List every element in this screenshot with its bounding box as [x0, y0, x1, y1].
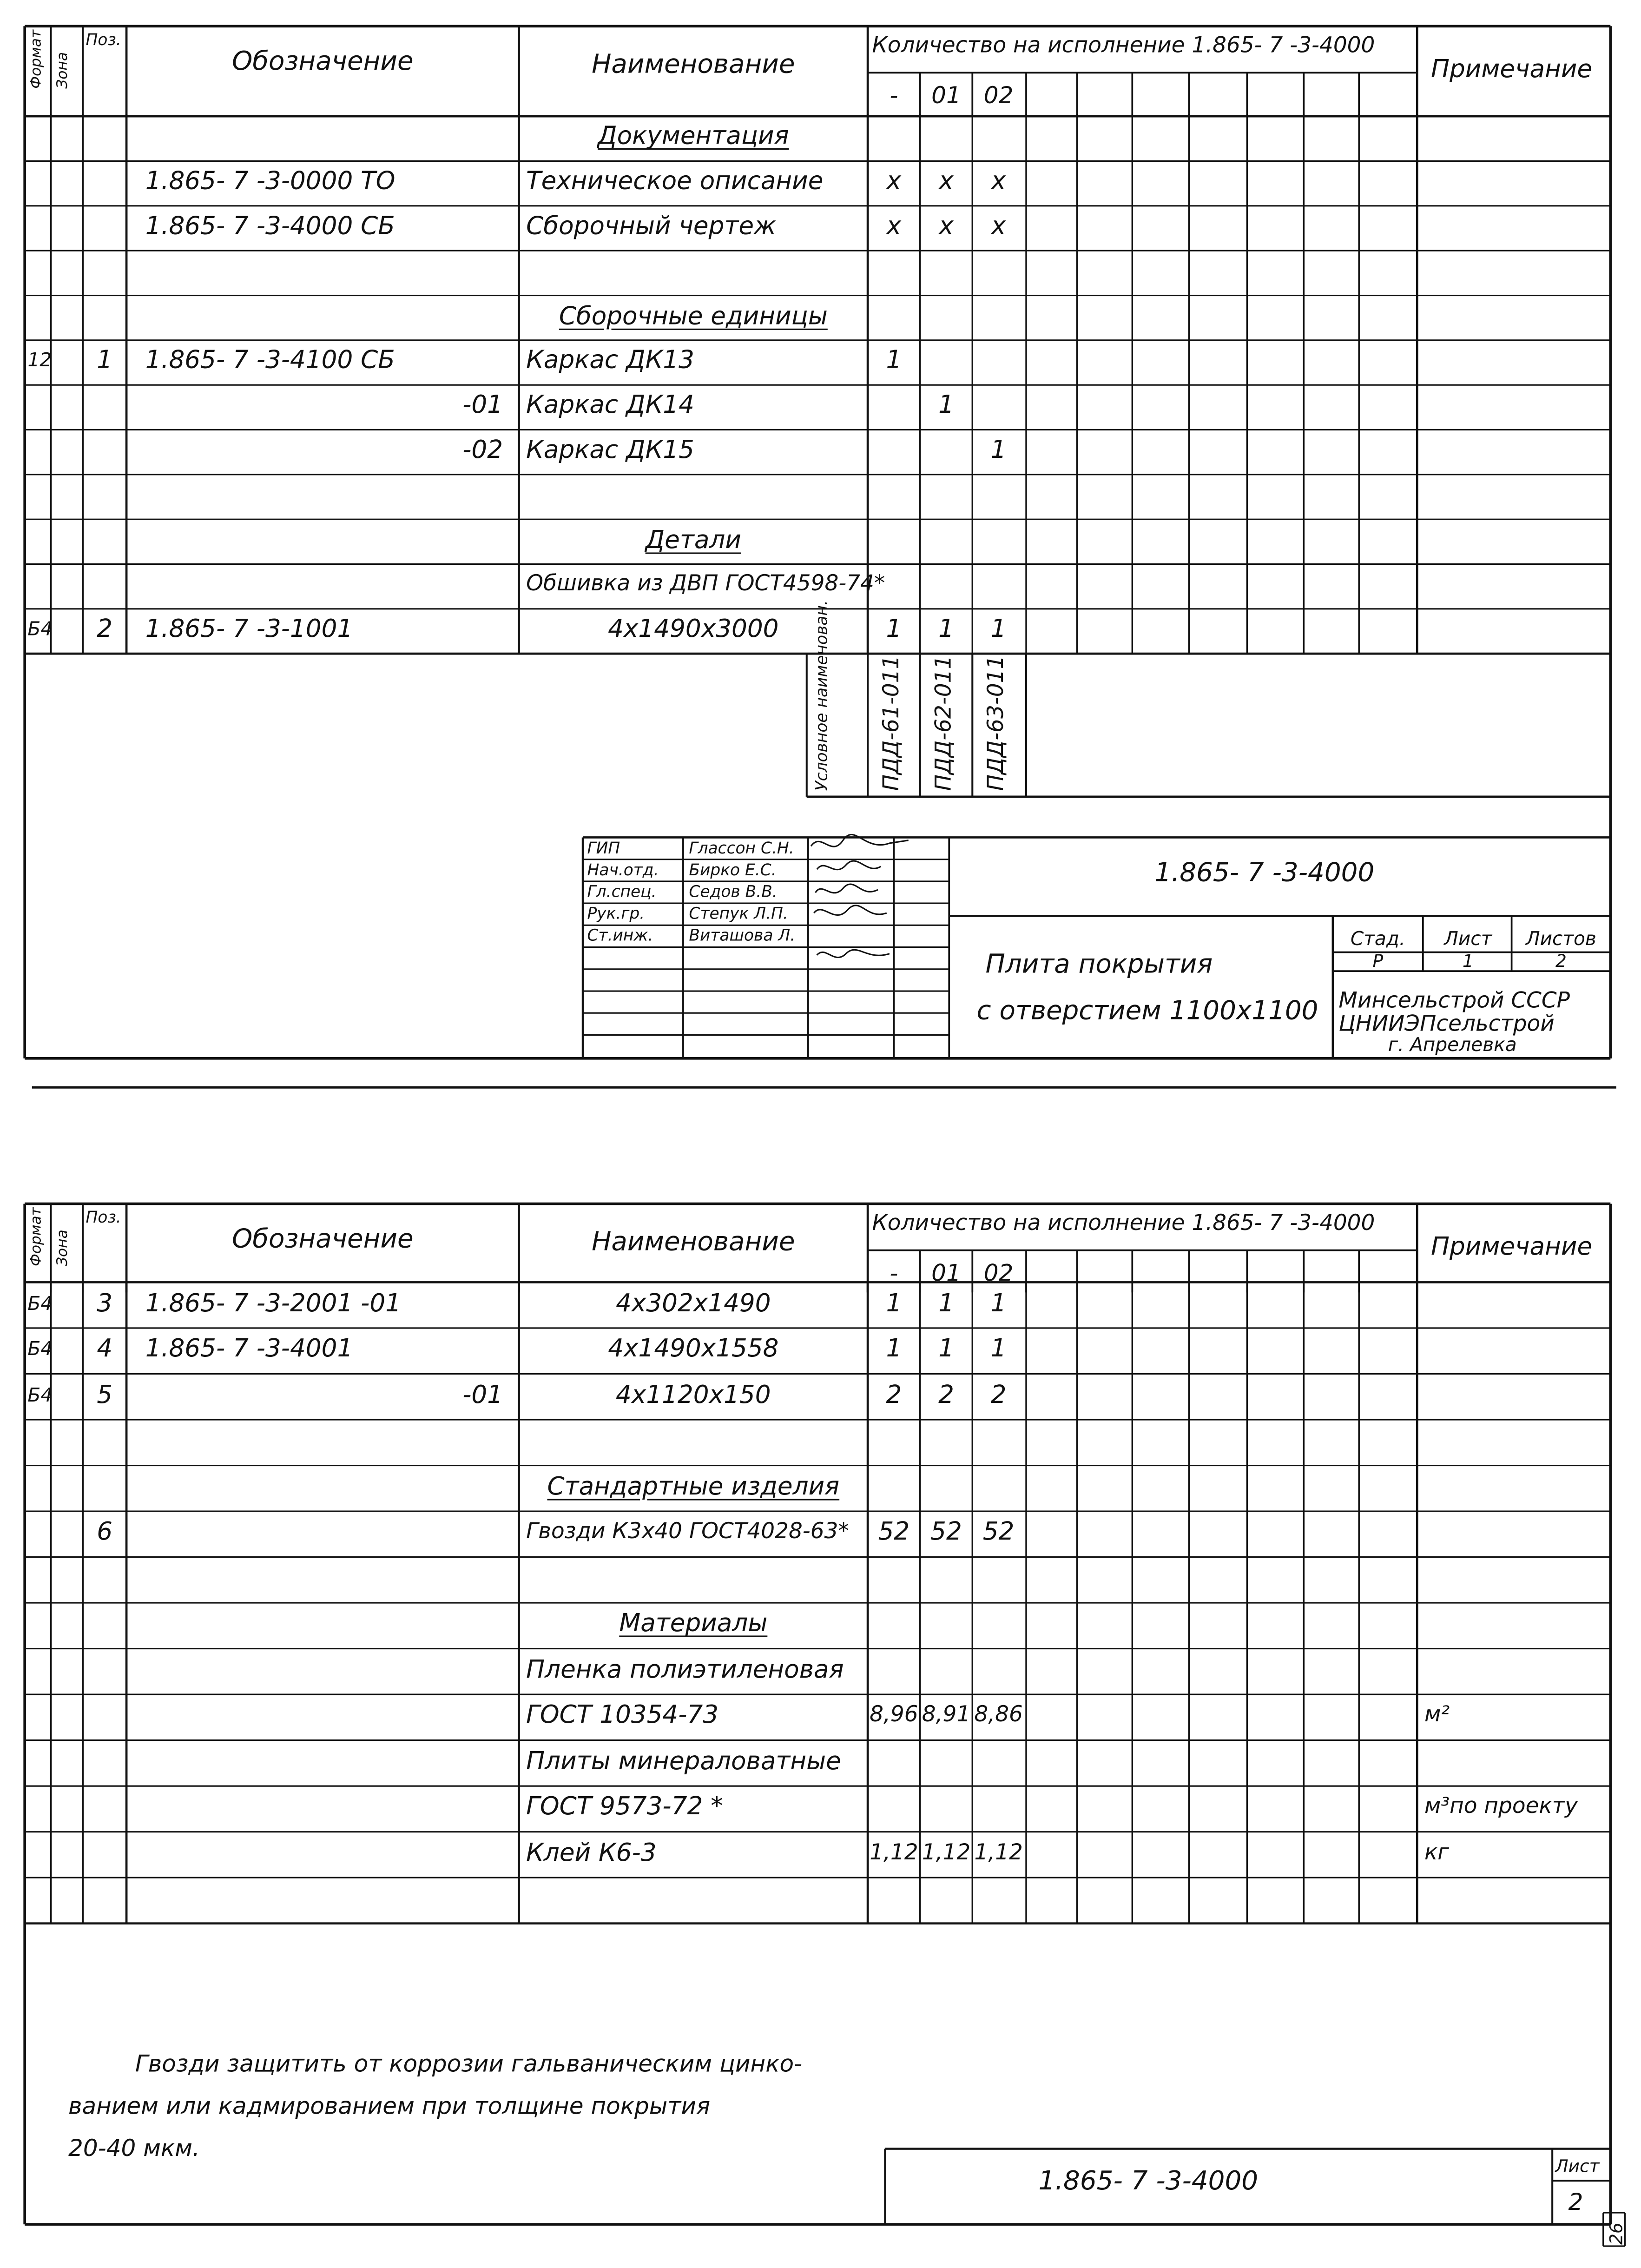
note-line: Гвозди защитить от коррозии гальваническим цинко-: [135, 2050, 803, 2078]
row-name: 4x1490x3000: [608, 615, 779, 645]
row-name: Каркас ДК15: [526, 436, 695, 465]
row-name: 4x1120x150: [616, 1381, 771, 1410]
drawing-code: 1.865- 7 -3-4000: [1154, 858, 1375, 888]
row-qty: x: [991, 212, 1006, 242]
row-qty: 1: [938, 1335, 954, 1364]
row-qty: 52: [930, 1518, 962, 1547]
row-name: Плиты минераловатные: [526, 1747, 841, 1777]
qty-col-01: 01: [931, 81, 961, 109]
section-heading: Стандартные изделия: [547, 1472, 840, 1501]
row-name: 4x302x1490: [616, 1289, 771, 1318]
row-qty: 8,96: [870, 1701, 918, 1728]
cond-label: Условное наименован.: [812, 600, 831, 791]
header-format: Формат: [29, 29, 45, 89]
row-format: Б4: [27, 1293, 53, 1316]
row-designation: 1.865- 7 -3-2001 -01: [145, 1289, 402, 1318]
row-position: 2: [97, 615, 113, 645]
header-qty-title: Количество на исполнение 1.865- 7 -3-4000: [872, 1210, 1375, 1236]
sheets-value: 2: [1555, 951, 1567, 972]
row-designation: 1.865- 7 -3-0000 ТО: [145, 167, 395, 197]
header-pos: Поз.: [86, 30, 121, 50]
row-qty: 2: [886, 1381, 902, 1410]
row-name: Обшивка из ДВП ГОСТ4598-74*: [526, 570, 885, 597]
row-qty: 1: [990, 1289, 1007, 1318]
header-pos: Поз.: [86, 1208, 121, 1227]
row-designation: 1.865- 7 -3-4000 СБ: [145, 212, 395, 242]
signature-3: [816, 884, 878, 893]
row-position: 3: [97, 1289, 113, 1318]
cond-name-1: ПДД-61-011: [878, 655, 904, 791]
row-designation: -02: [462, 436, 503, 465]
cond-name-2: ПДД-62-011: [930, 655, 956, 791]
signer-name: Виташова Л.: [689, 926, 796, 946]
note-line: ванием или кадмированием при толщине покрытия: [68, 2092, 711, 2120]
header-zone: Зона: [55, 52, 72, 89]
row-qty: x: [939, 167, 954, 197]
qty-col-02: 02: [983, 81, 1014, 109]
stage-value: Р: [1372, 951, 1384, 972]
signer-name: Глассон С.Н.: [689, 839, 794, 858]
row-qty: 2: [990, 1381, 1007, 1410]
sheets-label: Листов: [1525, 929, 1596, 951]
row-qty: 1: [886, 346, 902, 376]
header-note: Примечание: [1431, 1233, 1593, 1262]
row-qty: 1: [990, 615, 1007, 645]
row-format: Б4: [27, 619, 53, 641]
qty-col-minus: -: [890, 1259, 898, 1287]
signature-4: [814, 906, 886, 915]
row-qty: 1,12: [922, 1838, 971, 1865]
row-note: м³по проекту: [1424, 1792, 1578, 1819]
drawing-title-1: Плита покрытия: [985, 949, 1213, 980]
row-designation: 1.865- 7 -3-4100 СБ: [145, 346, 395, 376]
org-line-3: г. Апрелевка: [1388, 1035, 1517, 1057]
row-qty: 1: [938, 1289, 954, 1318]
row-qty: 1: [938, 391, 954, 421]
row-name: Каркас ДК14: [526, 391, 695, 421]
row-designation: 1.865- 7 -3-1001: [145, 615, 353, 645]
stage-label: Стад.: [1350, 929, 1405, 951]
header-designation: Обозначение: [231, 46, 414, 77]
qty-col-01: 01: [931, 1259, 961, 1287]
org-line-2: ЦНИИЭПсельстрой: [1338, 1010, 1555, 1037]
signer-name: Степук Л.П.: [689, 905, 788, 924]
qty-col-minus: -: [890, 81, 898, 109]
qty-col-02: 02: [983, 1259, 1014, 1287]
header-name: Наименование: [592, 1227, 795, 1258]
header-name: Наименование: [592, 49, 795, 80]
signer-role: Ст.инж.: [587, 926, 653, 946]
row-qty: 1,12: [870, 1838, 918, 1865]
section-heading: Детали: [645, 525, 742, 555]
row-qty: x: [939, 212, 954, 242]
signer-name: Седов В.В.: [689, 882, 778, 902]
row-designation: -01: [462, 1381, 503, 1410]
drawing-code-2: 1.865- 7 -3-4000: [1038, 2166, 1259, 2197]
row-designation: -01: [462, 391, 503, 421]
row-designation: 1.865- 7 -3-4001: [145, 1335, 353, 1364]
row-position: 5: [97, 1381, 113, 1410]
section-heading: Материалы: [619, 1609, 768, 1639]
row-qty: 1: [886, 1335, 902, 1364]
row-name: Клей К6-3: [526, 1838, 657, 1868]
row-format: Б4: [27, 1339, 53, 1362]
row-name: Сборочный чертеж: [526, 212, 776, 242]
row-position: 1: [97, 346, 113, 376]
org-line-1: Минсельстрой СССР: [1338, 987, 1570, 1013]
row-note: м²: [1424, 1701, 1450, 1728]
section-heading: Документация: [598, 122, 789, 152]
signer-role: ГИП: [587, 839, 620, 858]
row-qty: 52: [982, 1518, 1015, 1547]
page-number: 26: [1606, 2222, 1627, 2245]
row-qty: 1: [938, 615, 954, 645]
row-qty: 2: [938, 1381, 954, 1410]
section-heading: Сборочные единицы: [559, 302, 828, 331]
row-qty: 8,86: [974, 1701, 1023, 1728]
header-zone: Зона: [55, 1230, 72, 1267]
cond-name-3: ПДД-63-011: [982, 655, 1009, 791]
row-qty: x: [886, 167, 902, 197]
sheet-label: Лист: [1444, 929, 1492, 951]
row-note: кг: [1424, 1838, 1449, 1865]
row-name: Техническое описание: [526, 167, 824, 197]
row-name: ГОСТ 10354-73: [526, 1701, 719, 1731]
row-qty: 1,12: [974, 1838, 1023, 1865]
sheet-value: 1: [1462, 951, 1474, 972]
row-qty: 1: [990, 1335, 1007, 1364]
signature-2: [817, 861, 881, 870]
row-qty: 1: [990, 436, 1007, 465]
row-qty: 8,91: [922, 1701, 971, 1728]
signer-role: Гл.спец.: [587, 882, 657, 902]
row-format: 12: [27, 350, 52, 373]
header-qty-title: Количество на исполнение 1.865- 7 -3-4000: [872, 32, 1375, 59]
signer-role: Нач.отд.: [587, 860, 659, 880]
signer-role: Рук.гр.: [587, 905, 645, 924]
row-qty: 1: [886, 615, 902, 645]
sheet2-value: 2: [1568, 2188, 1583, 2216]
row-position: 6: [97, 1518, 113, 1547]
row-qty: x: [991, 167, 1006, 197]
header-format: Формат: [29, 1207, 45, 1267]
drawing-title-2: с отверстием 1100x1100: [976, 996, 1318, 1027]
row-format: Б4: [27, 1385, 53, 1407]
signature-5: [817, 950, 890, 957]
row-name: ГОСТ 9573-72 *: [526, 1792, 723, 1822]
row-name: Каркас ДК13: [526, 346, 695, 376]
row-name: Гвозди К3x40 ГОСТ4028-63*: [526, 1518, 849, 1545]
row-qty: x: [886, 212, 902, 242]
note-line: 20-40 мкм.: [68, 2134, 200, 2162]
row-qty: 52: [878, 1518, 910, 1547]
row-qty: 1: [886, 1289, 902, 1318]
sheet2-label: Лист: [1555, 2156, 1600, 2176]
signer-name: Бирко Е.С.: [689, 860, 777, 880]
row-name: 4x1490x1558: [608, 1335, 779, 1364]
row-position: 4: [97, 1335, 113, 1364]
header-note: Примечание: [1431, 55, 1593, 85]
header-designation: Обозначение: [231, 1224, 414, 1255]
row-name: Пленка полиэтиленовая: [526, 1655, 844, 1685]
